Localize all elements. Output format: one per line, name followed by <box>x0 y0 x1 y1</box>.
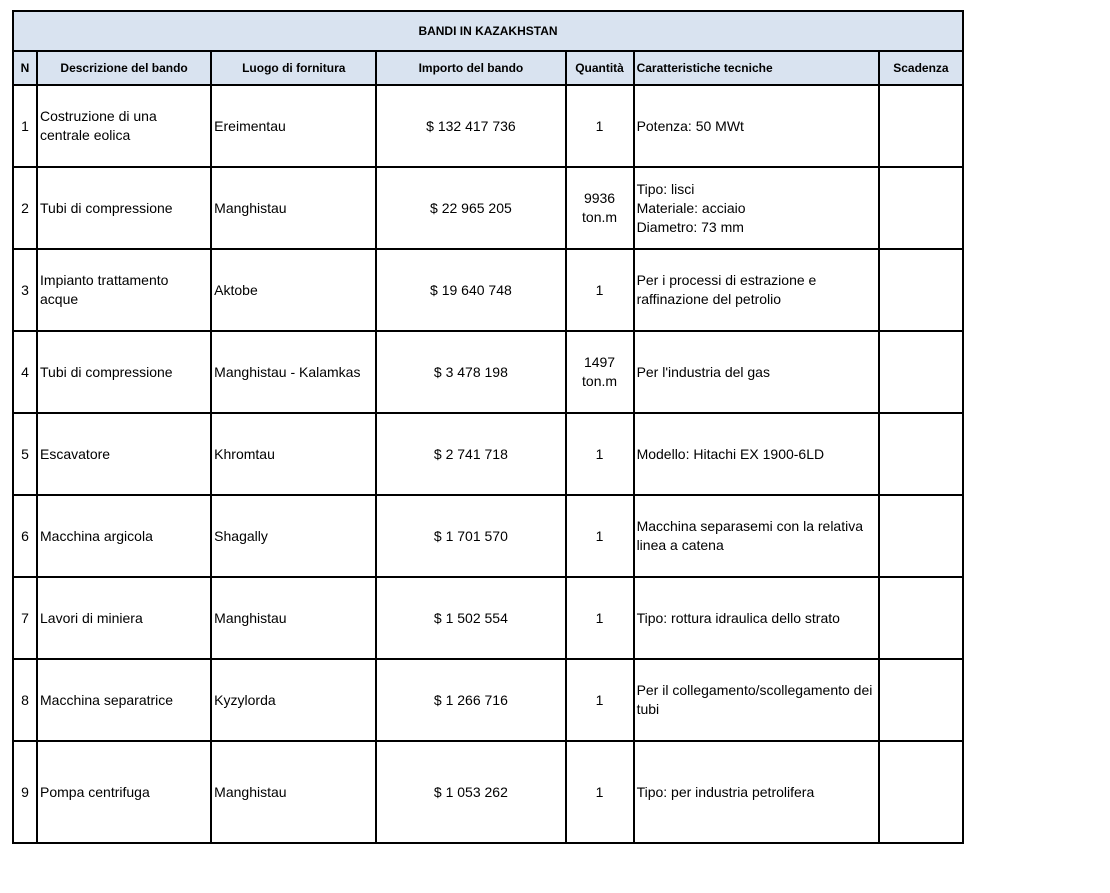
table-row <box>13 495 963 577</box>
header-quantita: Quantità <box>566 51 634 85</box>
cell-importo: $ 1 053 262 <box>376 741 565 843</box>
cell-descrizione: Escavatore <box>37 413 211 495</box>
cell-n: 4 <box>13 331 37 413</box>
spec-line: Tipo: per industria petrolifera <box>636 783 815 800</box>
header-descrizione: Descrizione del bando <box>37 51 211 85</box>
cell-scadenza <box>879 741 963 843</box>
cell-luogo: Aktobe <box>211 249 376 331</box>
cell-descrizione: Costruzione di una centrale eolica <box>37 85 211 167</box>
cell-quantita: 1497 ton.m <box>566 331 634 413</box>
cell-luogo: Shagally <box>211 495 376 577</box>
table-row <box>13 741 963 843</box>
cell-importo: $ 132 417 736 <box>376 85 565 167</box>
cell-n: 3 <box>13 249 37 331</box>
cell-luogo: Ereimentau <box>211 85 376 167</box>
cell-quantita: 1 <box>566 85 634 167</box>
spec-line: Modello: Hitachi EX 1900-6LD <box>636 445 825 462</box>
header-importo: Importo del bando <box>376 51 565 85</box>
cell-caratteristiche <box>634 249 879 331</box>
cell-luogo: Kyzylorda <box>211 659 376 741</box>
table-row <box>13 249 963 331</box>
cell-n: 9 <box>13 741 37 843</box>
cell-scadenza <box>879 167 963 249</box>
cell-importo: $ 1 266 716 <box>376 659 565 741</box>
cell-importo: $ 19 640 748 <box>376 249 565 331</box>
spec-line: Materiale: acciaio <box>636 199 746 216</box>
cell-scadenza <box>879 577 963 659</box>
cell-quantita: 1 <box>566 659 634 741</box>
tenders-table <box>12 10 964 844</box>
cell-descrizione: Impianto trattamento acque <box>37 249 211 331</box>
cell-quantita: 1 <box>566 249 634 331</box>
cell-quantita: 1 <box>566 577 634 659</box>
table-body <box>13 85 963 843</box>
cell-importo: $ 3 478 198 <box>376 331 565 413</box>
cell-n: 6 <box>13 495 37 577</box>
table-row <box>13 331 963 413</box>
cell-luogo: Khromtau <box>211 413 376 495</box>
cell-n: 2 <box>13 167 37 249</box>
cell-scadenza <box>879 495 963 577</box>
cell-n: 5 <box>13 413 37 495</box>
table-title: BANDI IN KAZAKHSTAN <box>13 11 963 51</box>
table-row <box>13 659 963 741</box>
cell-importo: $ 2 741 718 <box>376 413 565 495</box>
cell-n: 1 <box>13 85 37 167</box>
cell-scadenza <box>879 249 963 331</box>
cell-luogo: Manghistau <box>211 167 376 249</box>
cell-luogo: Manghistau <box>211 577 376 659</box>
cell-descrizione: Pompa centrifuga <box>37 741 211 843</box>
header-row <box>13 51 963 85</box>
cell-caratteristiche <box>634 577 879 659</box>
cell-scadenza <box>879 413 963 495</box>
title-row <box>13 11 963 51</box>
spec-line: Per l'industria del gas <box>636 363 770 380</box>
cell-luogo: Manghistau <box>211 741 376 843</box>
header-caratteristiche: Caratteristiche tecniche <box>634 51 879 85</box>
cell-scadenza <box>879 659 963 741</box>
cell-caratteristiche <box>634 167 879 249</box>
cell-importo: $ 1 502 554 <box>376 577 565 659</box>
table-row <box>13 577 963 659</box>
cell-scadenza <box>879 85 963 167</box>
cell-importo: $ 1 701 570 <box>376 495 565 577</box>
spec-line: Per i processi di estrazione e raffinazione del petrolio <box>636 272 817 307</box>
cell-importo: $ 22 965 205 <box>376 167 565 249</box>
cell-n: 7 <box>13 577 37 659</box>
cell-descrizione: Tubi di compressione <box>37 331 211 413</box>
cell-caratteristiche <box>634 331 879 413</box>
cell-luogo: Manghistau - Kalamkas <box>211 331 376 413</box>
cell-descrizione: Tubi di compressione <box>37 167 211 249</box>
spec-line: Per il collegamento/scollegamento dei tubi <box>636 682 873 717</box>
header-scadenza: Scadenza <box>879 51 963 85</box>
spec-line: Diametro: 73 mm <box>636 218 744 235</box>
cell-quantita: 1 <box>566 495 634 577</box>
cell-caratteristiche <box>634 495 879 577</box>
cell-descrizione: Macchina argicola <box>37 495 211 577</box>
spec-line: Macchina separasemi con la relativa linea a catena <box>636 518 864 553</box>
spec-line: Tipo: lisci <box>636 180 695 197</box>
table-row <box>13 167 963 249</box>
header-n: N <box>13 51 37 85</box>
cell-caratteristiche <box>634 741 879 843</box>
header-luogo: Luogo di fornitura <box>211 51 376 85</box>
cell-n: 8 <box>13 659 37 741</box>
cell-caratteristiche <box>634 659 879 741</box>
cell-descrizione: Macchina separatrice <box>37 659 211 741</box>
spec-line: Tipo: rottura idraulica dello strato <box>636 609 840 626</box>
cell-quantita: 9936 ton.m <box>566 167 634 249</box>
table-row <box>13 85 963 167</box>
cell-quantita: 1 <box>566 741 634 843</box>
cell-caratteristiche <box>634 85 879 167</box>
cell-descrizione: Lavori di miniera <box>37 577 211 659</box>
cell-quantita: 1 <box>566 413 634 495</box>
spec-line: Potenza: 50 MWt <box>636 117 744 134</box>
cell-caratteristiche <box>634 413 879 495</box>
table-row <box>13 413 963 495</box>
cell-scadenza <box>879 331 963 413</box>
